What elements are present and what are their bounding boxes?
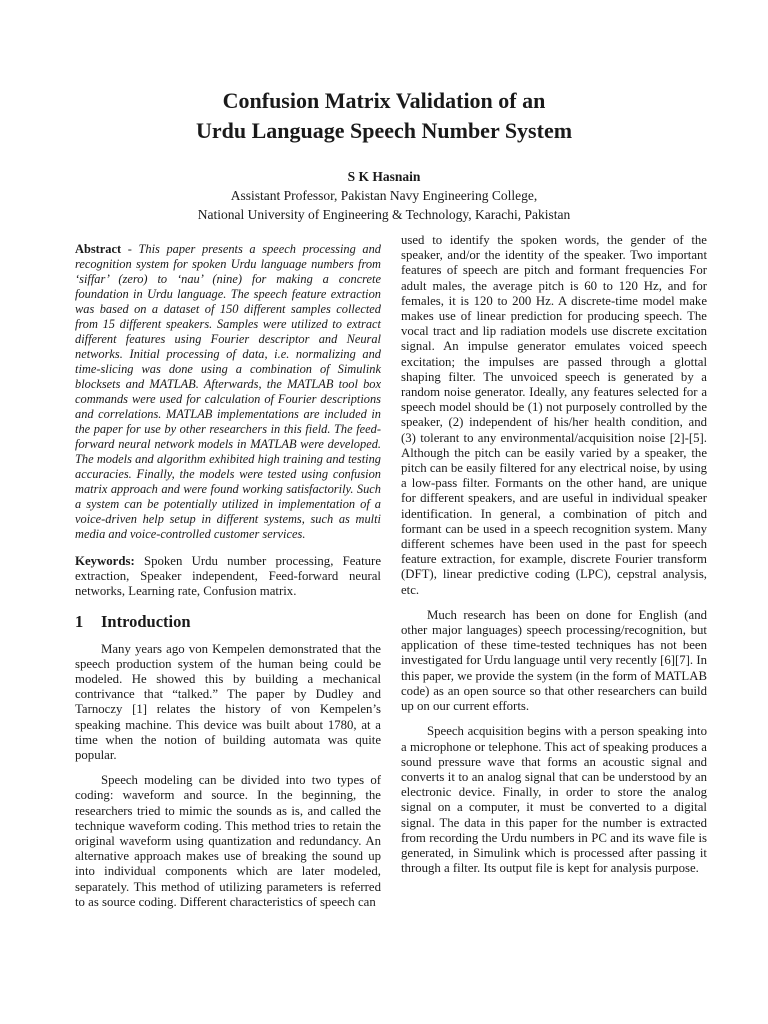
section-title: Introduction (101, 611, 191, 631)
author-block (0, 167, 768, 224)
author-affiliation-2: National University of Engineering & Technology, Karachi, Pakistan (197, 207, 571, 222)
abstract (75, 242, 381, 542)
left-column (75, 242, 381, 910)
title-line-1: Confusion Matrix Validation of an (222, 88, 546, 113)
paper-title (0, 86, 768, 146)
abstract-separator: - (121, 242, 139, 256)
abstract-text: This paper presents a speech processing and recognition system for spoken Urdu language numbers from ‘siffar’ (zero) to ‘nau’ (nine) for making a concrete foundation in Urdu language. The speech feature extraction was based on a dataset of 150 different samples collected from 15 different speakers. Samples were utilized to extract different features using Fourier descriptor and Neural networks. Initial processing of data, i.e. normalizing and time-slicing was done using a combination of Simulink blocksets and MATLAB. Afterwards, the MATLAB tool box commands were used for calculation of Fourier descriptions and correlations. MATLAB implementations are included in the paper for use by other researchers in this field. The feed-forward neural network models in MATLAB were developed. The models and algorithm exhibited high training and testing accuracies. Finally, the models were tested using confusion matrix approach and were found working satisfactorily. Such a system can be potentially utilized in implementation of a voice-driven help setup in different systems, such as multi media and voice-controlled customer services. (75, 242, 382, 541)
right-paragraph-1: used to identify the spoken words, the gender of the speaker, and/or the identity of the speaker. Two important features of speech are pitch and formant frequencies For adult males, the average pitch is 60 to 120 Hz, and for females, it is 120 to 200 Hz. A discrete-time model make makes use of linear prediction for producing speech. The vocal tract and lip radiation models use discrete excitation signal. An impulse generator emulates voiced speech excitation; the impulses are passed through a glottal shaping filter. The unvoiced speech is generated by a random noise generator. Ideally, any features selected for a speech model should be (1) not purposely controlled by the speaker, (2) independent of his/her health condition, and (3) tolerant to any environmental/acquisition noise [2]-[5]. Although the pitch can be easily varied by a speaker, the pitch can be easily filtered for any electrical noise, by using a low-pass filter. Formants on the other hand, are unique for different speakers, and are useful in individual speaker identification. In general, a combination of pitch and formant can be used in a speech recognition system. Many different schemes have been used in the past for speech feature extraction, for example, discrete Fourier transform (DFT), linear predictive coding (LPC), cepstral analysis, etc. (401, 233, 707, 597)
section-number: 1 (75, 611, 84, 631)
abstract-label: Abstract (75, 242, 122, 256)
title-line-2: Urdu Language Speech Number System (195, 118, 573, 143)
keywords (75, 554, 381, 600)
author-affiliation-1: Assistant Professor, Pakistan Navy Engineering College, (230, 188, 538, 203)
right-column (401, 233, 707, 876)
intro-paragraph-2: Speech modeling can be divided into two types of coding: waveform and source. In the beginning, the researchers tried to mimic the sounds as is, and called the technique waveform coding. This method tries to retain the original waveform using quantization and redundancy. An alternative approach makes use of breaking the sound up into individual components which are later modeled, separately. This method of utilizing parameters is referred to as source coding. Different characteristics of speech can (75, 773, 381, 909)
right-paragraph-2: Much research has been on done for English (and other major languages) speech processing/recognition, but application of these time-tested techniques has not been investigated for Urdu language until very recently [6][7]. In this paper, we provide the system (in the form of MATLAB code) as an open source so that other researchers can build up on our current efforts. (401, 607, 707, 714)
right-paragraph-3: Speech acquisition begins with a person speaking into a microphone or telephone. This act of speaking produces a sound pressure wave that forms an acoustic signal and converts it to an analog signal that can be understood by an electronic device. Finally, in order to store the analog signal on a computer, it must be converted to a digital signal. The data in this paper for the number is extracted from recording the Urdu numbers in PC and its wave file is generated, in Simulink which is processed after passing it through a filter. Its output file is kept for analysis purpose. (401, 724, 707, 876)
section-heading-introduction (75, 612, 381, 632)
keywords-label: Keywords: (75, 554, 135, 568)
intro-paragraph-1: Many years ago von Kempelen demonstrated that the speech production system of the human being could be modeled. He showed this by building a mechanical contrivance that “talked.” The paper by Dudley and Tarnoczy [1] relates the history of von Kempelen’s speaking machine. This device was built about 1780, at a time when the notion of building automata was quite popular. (75, 641, 381, 763)
keywords-text: Spoken Urdu number processing, Feature extraction, Speaker independent, Feed-forward neural networks, Learning rate, Confusion matrix. (75, 554, 381, 599)
author-name: S K Hasnain (347, 169, 421, 184)
